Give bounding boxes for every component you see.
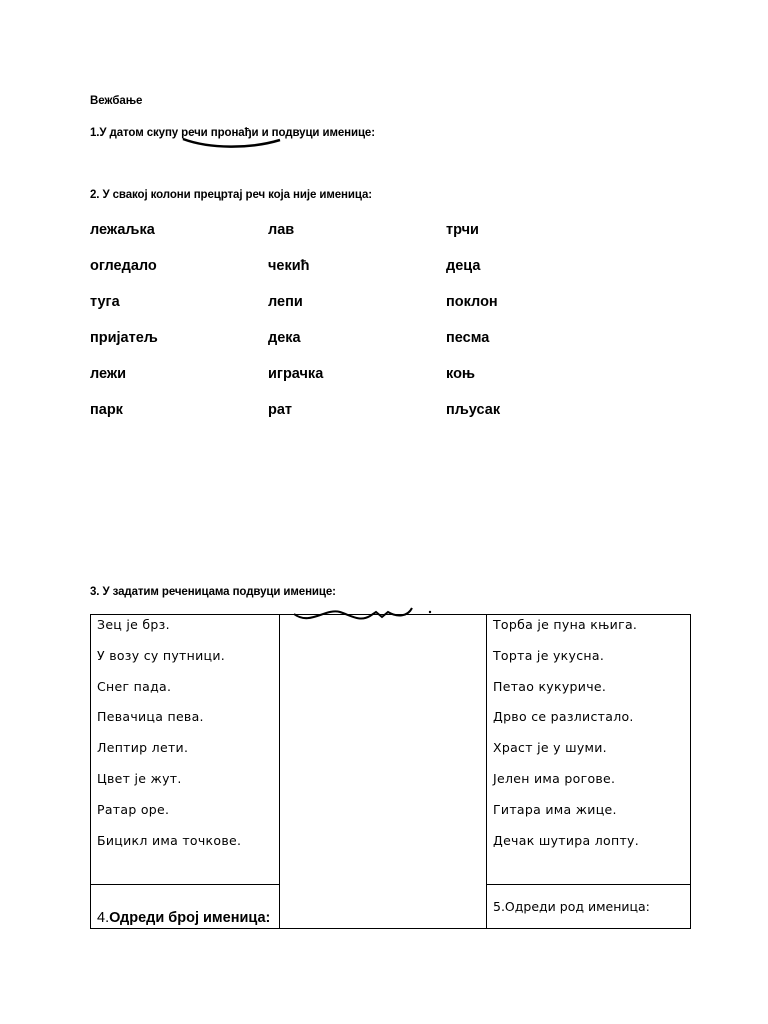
word-item: дека [268, 330, 301, 346]
task-5-cell [487, 885, 691, 929]
task-4-number: 4. [97, 910, 110, 926]
sentence: Зец је брз. [97, 617, 170, 632]
task-3-instruction: 3. У задатим реченицама подвуци именице: [90, 586, 336, 598]
word-item: пљусак [446, 402, 501, 418]
word-item: песма [446, 330, 490, 346]
sentence: Храст је у шуми. [493, 740, 607, 756]
word-item: туга [90, 294, 120, 310]
sentence: У возу су путници. [97, 647, 226, 663]
sentences-right-cell [487, 615, 691, 885]
word-item: рат [268, 402, 293, 418]
word-item: лав [268, 222, 295, 238]
sentence: Торба је пуна књига. [493, 617, 638, 632]
word-item: лепи [268, 294, 303, 310]
sentence: Цвет је жут. [97, 770, 182, 786]
word-item: трчи [446, 222, 479, 238]
word-item: поклон [446, 294, 498, 310]
sentence: Бицикл има точкове. [97, 832, 242, 848]
word-item: коњ [446, 366, 476, 382]
word-item: деца [446, 258, 481, 274]
word-item: играчка [268, 366, 324, 382]
word-item: лежи [90, 366, 127, 382]
word-item: пријатељ [90, 330, 158, 346]
word-item: лежаљка [90, 222, 155, 238]
sentence: Лептир лети. [97, 740, 189, 756]
sentence: Торта је укусна. [493, 647, 605, 663]
page-title: Вежбање [90, 95, 143, 107]
sentence: Дечак шутира лопту. [493, 832, 639, 848]
sentence: Ратар оре. [97, 801, 170, 817]
sentences-table [90, 614, 691, 929]
middle-empty-cell [280, 615, 487, 929]
word-item: чекић [268, 258, 310, 274]
task-4-text: Одреди број именица: [109, 910, 271, 926]
swoosh-decoration [180, 135, 285, 151]
sentence: Јелен има рогове. [493, 770, 616, 786]
sentences-left-cell [91, 615, 280, 885]
sentence: Дрво се разлистало. [493, 709, 634, 725]
word-item: огледало [90, 258, 157, 274]
task-5-instruction: 5.Одреди род именица: [493, 899, 650, 914]
word-item: парк [90, 402, 123, 418]
task-2-instruction: 2. У свакој колони прецртај реч која није именица: [90, 189, 372, 201]
sentence: Снег пада. [97, 678, 172, 694]
sentence: Певачица пева. [97, 709, 204, 725]
sentence: Петао кукуриче. [493, 678, 607, 694]
task-4-cell [91, 885, 280, 929]
task-1-instruction: 1.У датом скупу речи пронађи и подвуци именице: [90, 127, 375, 139]
task-4-instruction [91, 910, 279, 928]
sentence: Гитара има жице. [493, 801, 617, 817]
